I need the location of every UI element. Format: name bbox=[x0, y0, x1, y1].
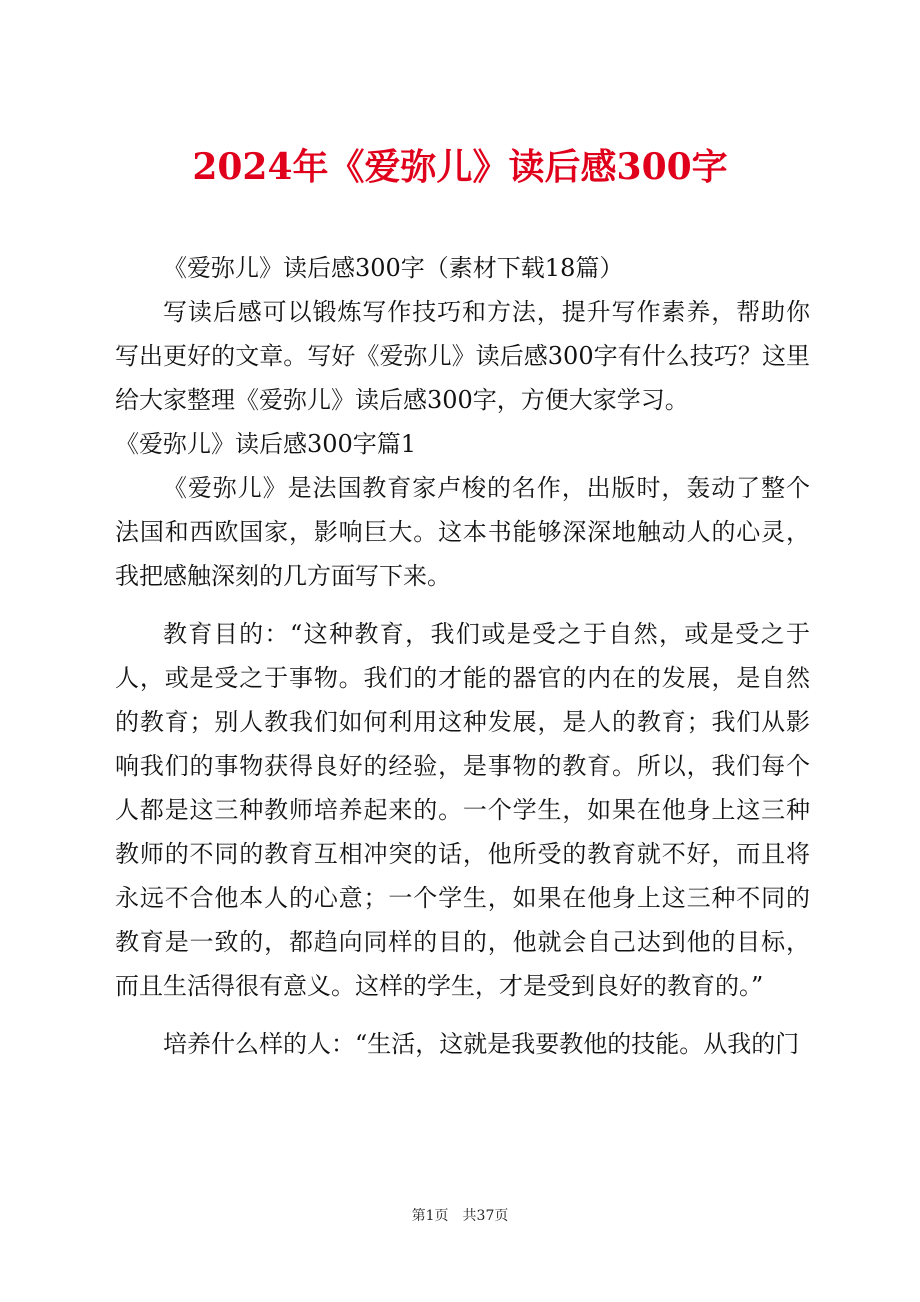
body-paragraph: 《爱弥儿》是法国教育家卢梭的名作，出版时，轰动了整个法国和西欧国家，影响巨大。这本书能够深深地触动人的心灵，我把感触深刻的几方面写下来。 bbox=[115, 474, 810, 590]
subtitle-paragraph: 《爱弥儿》读后感300字（素材下载18篇） bbox=[163, 254, 624, 282]
body-paragraph: 培养什么样的人：“生活，这就是我要教他的技能。从我的门 bbox=[163, 1030, 800, 1058]
page-footer bbox=[0, 1206, 920, 1226]
page-total: 共37页 bbox=[462, 1208, 509, 1224]
page-number: 第1页 bbox=[411, 1208, 449, 1224]
body-paragraph: 教育目的：“这种教育，我们或是受之于自然，或是受之于人，或是受之于事物。我们的才能的器官的内在的发展，是自然的教育；别人教我们如何利用这种发展，是人的教育；我们从影响我们的事物获得良好的经验，是事物的教育。所以，我们每个人都是这三种教师培养起来的。一个学生，如果在他身上这三种教师的不同的教育互相冲突的话，他所受的教育就不好，而且将永远不合他本人的心意；一个学生，如果在他身上这三种不同的教育是一致的，都趋向同样的目的，他就会自己达到他的目标，而且生活得很有意义。这样的学生，才是受到良好的教育的。” bbox=[115, 620, 810, 1000]
document-body bbox=[115, 246, 810, 1066]
section-heading: 《爱弥儿》读后感300字篇1 bbox=[115, 430, 417, 458]
document-title: 2024年《爱弥儿》读后感300字 bbox=[192, 146, 728, 188]
intro-paragraph: 写读后感可以锻炼写作技巧和方法，提升写作素养，帮助你写出更好的文章。写好《爱弥儿》读后感300字有什么技巧？这里给大家整理《爱弥儿》读后感300字，方便大家学习。 bbox=[115, 298, 810, 414]
